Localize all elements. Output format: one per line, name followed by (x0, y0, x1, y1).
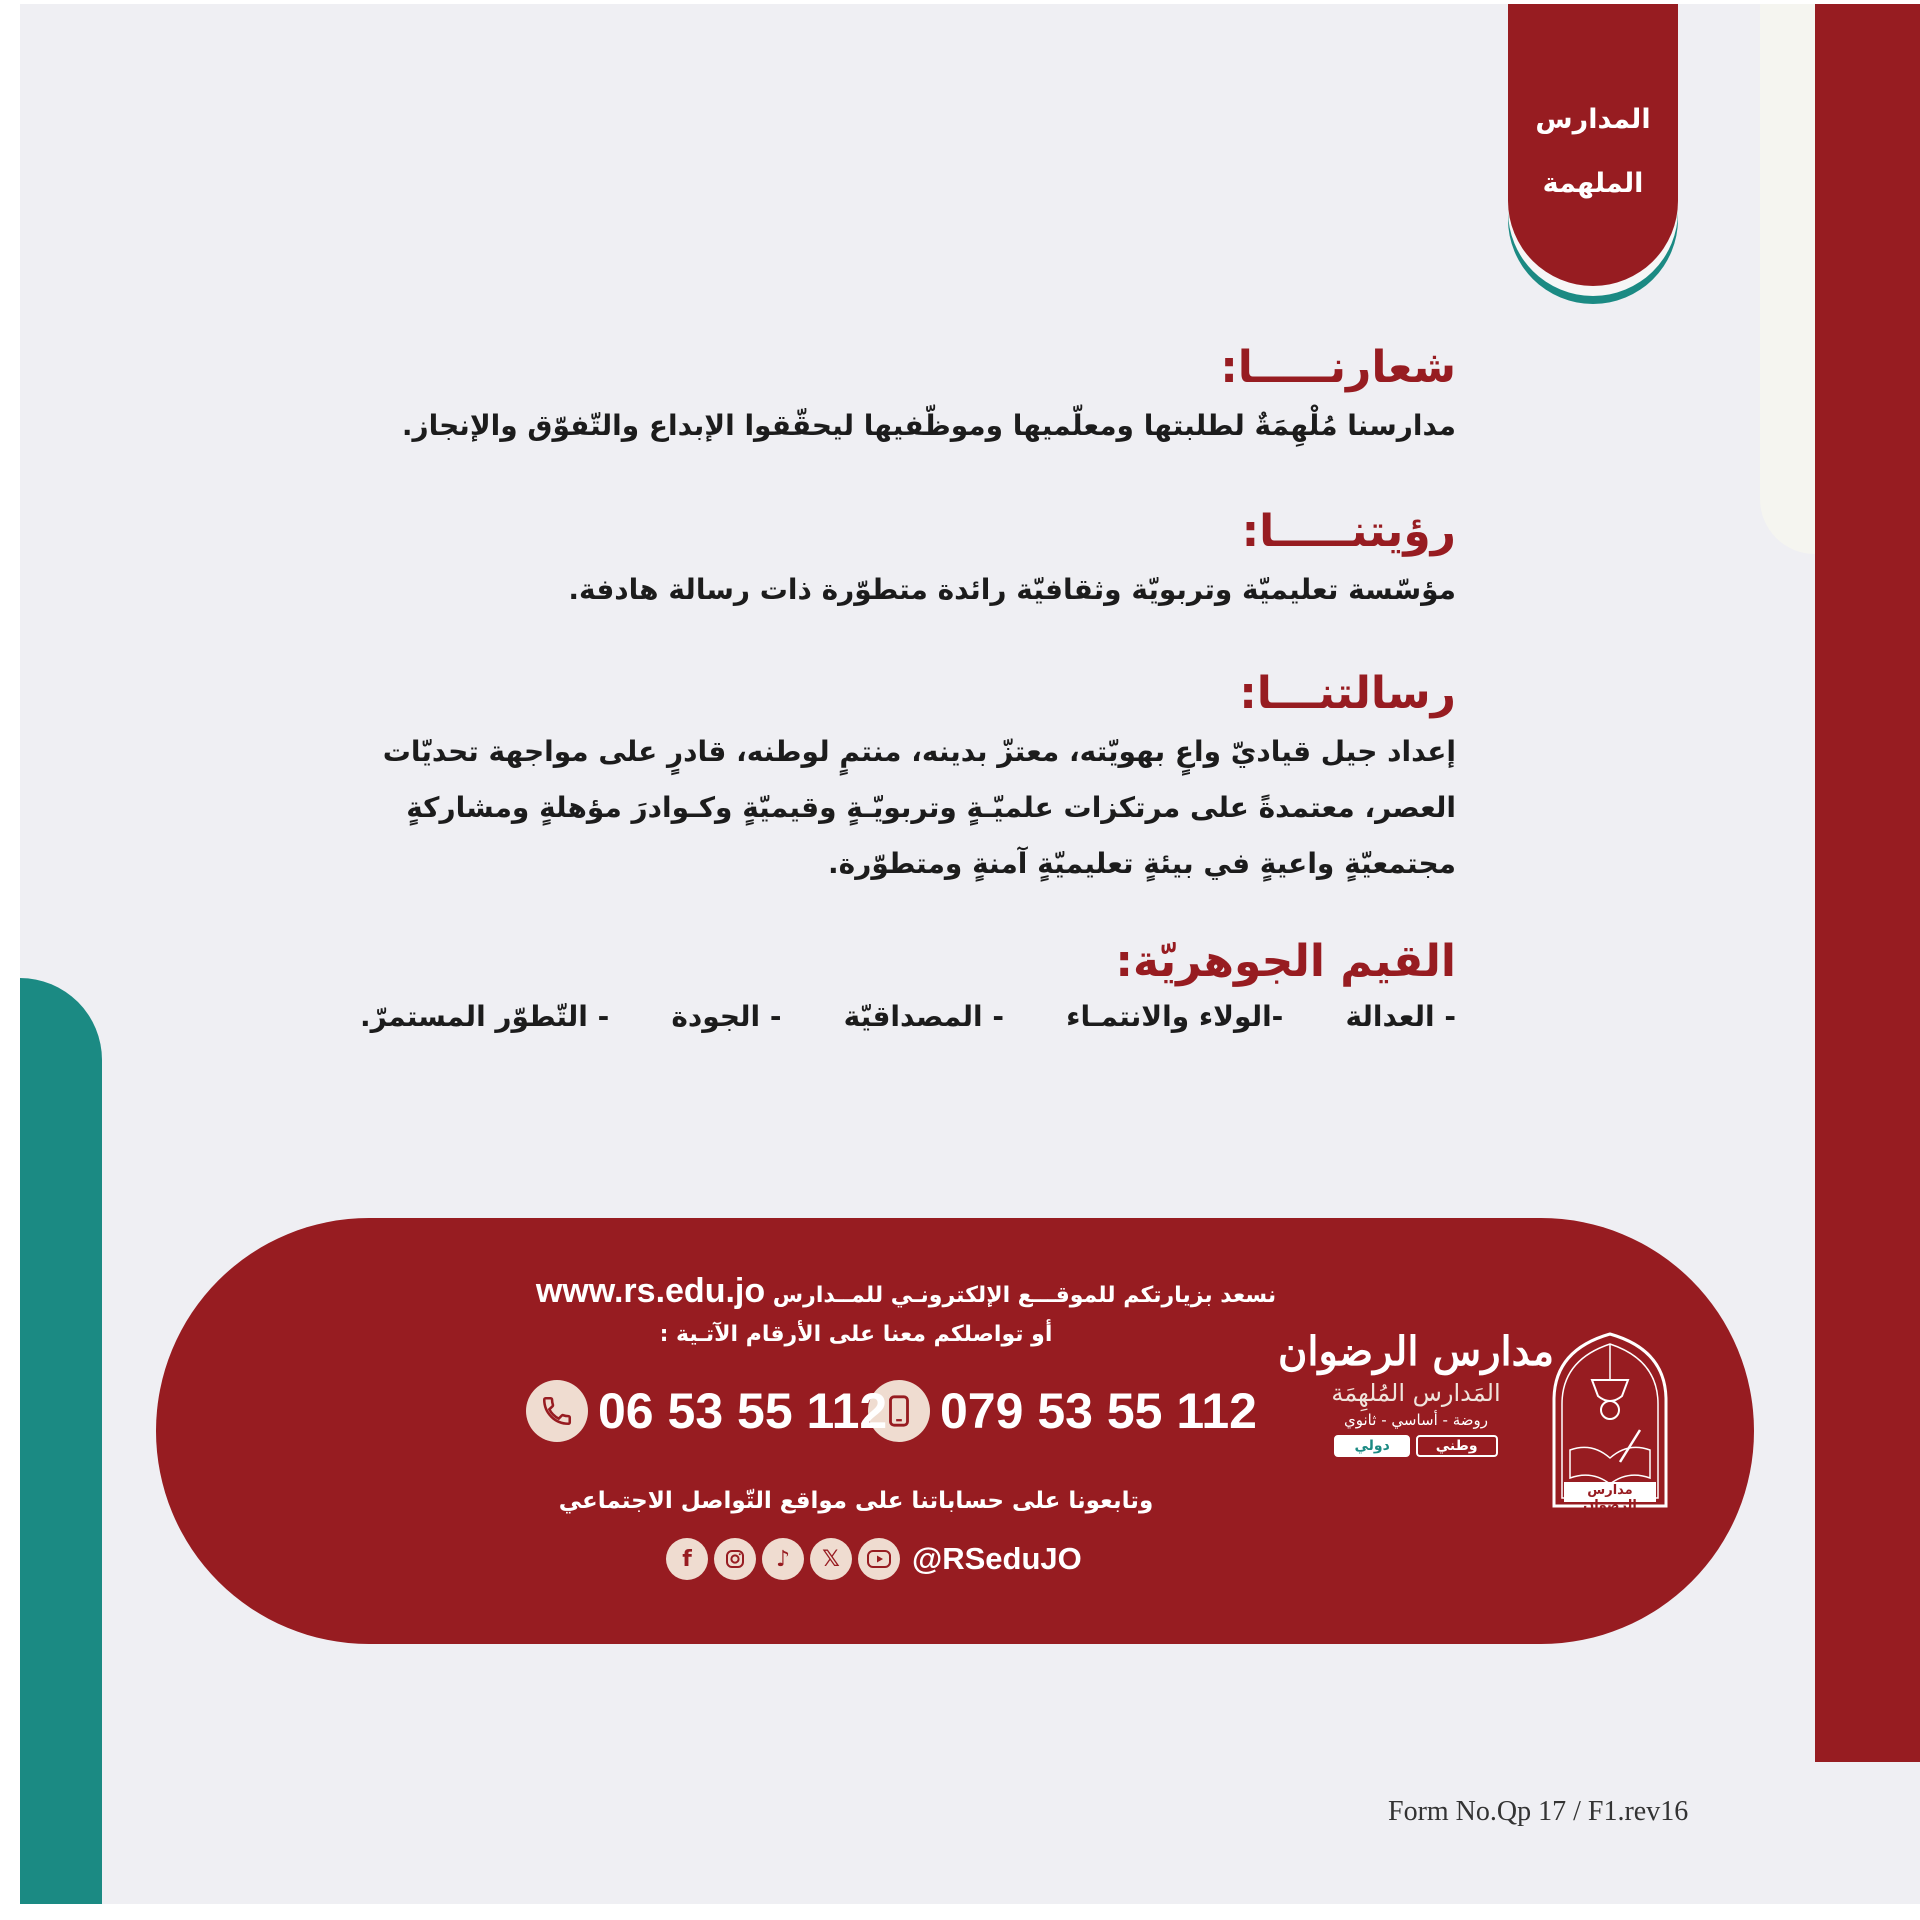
value-item: - المصداقيّة (843, 1000, 1005, 1033)
facebook-icon[interactable]: f (666, 1538, 708, 1580)
landline-number[interactable] (526, 1380, 887, 1442)
mission-text: إعداد جيل قياديّ واعٍ بهويّته، معتزّ بدينه، منتمٍ لوطنه، قادرٍ على مواجهة تحديّات العصر، معتمدةً على مرتكزات علميّـةٍ وتربويّـةٍ وقيميّةٍ وكـوادرَ مؤهلةٍ ومشاركةٍ مجتمعيّةٍ واعيةٍ في بيئةٍ تعليميّةٍ آمنةٍ ومتطوّرة. (382, 735, 1456, 880)
vision-section (310, 504, 1456, 618)
visit-website-line (456, 1272, 1356, 1311)
value-item: - العدالة (1345, 1000, 1456, 1033)
logo-stages: روضة - أساسي - ثانوي (1344, 1411, 1488, 1429)
website-link[interactable]: www.rs.edu.jo (535, 1272, 766, 1310)
mission-section (310, 666, 1456, 892)
social-media-row (666, 1538, 1082, 1580)
cream-curve-decoration (1760, 4, 1815, 554)
motto-text: مدارسنا مُلْهِمَةٌ لطلبتها ومعلّميها وموظّفيها ليحقّقوا الإبداع والتّفوّق والإنجاز. (401, 409, 1456, 442)
core-values-heading: القيم الجوهريّة: (1115, 936, 1456, 987)
logo-badges (1276, 1435, 1556, 1457)
international-badge: دولي (1334, 1435, 1409, 1457)
tag-line-2: الملهمة (1542, 168, 1644, 199)
school-logo-text (1276, 1328, 1556, 1457)
social-handle[interactable]: @RSeduJO (912, 1541, 1082, 1576)
follow-us-text: وتابعونا على حساباتنا على مواقع التّواصل الاجتماعي (558, 1488, 1154, 1514)
school-emblem (1548, 1330, 1672, 1513)
core-values-list (360, 1000, 1456, 1033)
emblem-label: مدارس الرضوان (1583, 1483, 1637, 1513)
mobile-number-text: 079 53 55 112 (940, 1383, 1257, 1439)
mission-heading: رسالتنـــا: (1239, 668, 1456, 719)
right-maroon-bar (1815, 4, 1920, 1762)
telephone-icon (526, 1380, 588, 1442)
youtube-icon[interactable] (858, 1538, 900, 1580)
left-teal-panel (20, 978, 102, 1904)
tag-line-1: المدارس (1535, 104, 1651, 135)
core-values-section (310, 934, 1456, 990)
inspiring-schools-tag (1508, 4, 1678, 286)
vision-heading: رؤيتنـــــا: (1241, 506, 1456, 557)
logo-school-name: مدارس الرضوان (1277, 1328, 1555, 1375)
visit-text: نسعد بزيارتكم للموقـــع الإلكترونـي للمــدارس (772, 1283, 1277, 1308)
motto-section (310, 340, 1456, 454)
value-item: - الجودة (671, 1000, 782, 1033)
motto-heading: شعارنـــــا: (1220, 342, 1456, 393)
tiktok-icon[interactable]: ♪ (762, 1538, 804, 1580)
x-icon[interactable]: 𝕏 (810, 1538, 852, 1580)
vision-text: مؤسّسة تعليميّة وتربويّة وثقافيّة رائدة متطوّرة ذات رسالة هادفة. (568, 573, 1456, 606)
form-number: Form No.Qp 17 / F1.rev16 (1388, 1796, 1689, 1827)
contact-footer-panel (156, 1218, 1754, 1644)
logo-tagline: المَدارس المُلهِمَة (1331, 1379, 1501, 1407)
national-badge: وطني (1416, 1435, 1498, 1457)
instagram-icon[interactable] (714, 1538, 756, 1580)
value-item: -الولاء والانتمـاء (1066, 1000, 1284, 1033)
contact-text: أو تواصلكم معنا على الأرقام الآتـية : (659, 1322, 1053, 1347)
mobile-number[interactable] (868, 1380, 1257, 1442)
value-item: - التّطوّر المستمرّ. (360, 1000, 610, 1033)
landline-number-text: 06 53 55 112 (598, 1383, 888, 1439)
